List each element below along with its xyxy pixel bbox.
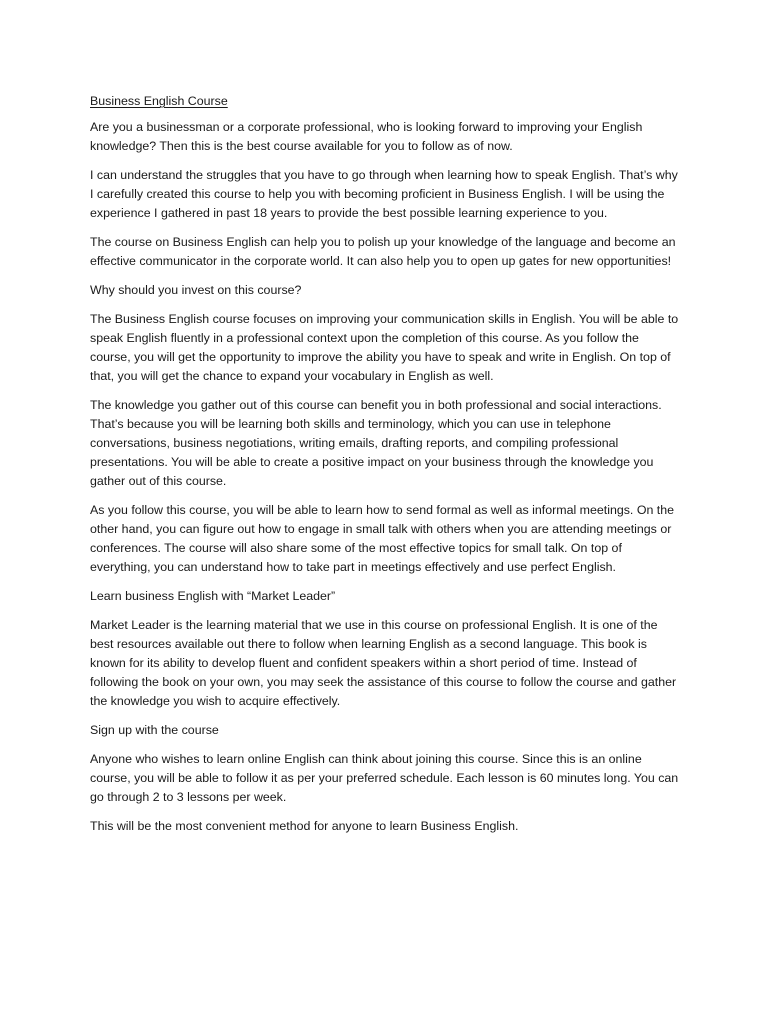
paragraph-benefits: The course on Business English can help you to polish up your knowledge of the language and become an effective communicator in the corporate world. It can also help you to open up gates for new opportunities!: [90, 235, 676, 268]
paragraph-market-leader: Market Leader is the learning material that we use in this course on professional English. It is one of the best resources available out there to follow when learning English as a second language. This book is known for its ability to develop fluent and confident speakers within a short period of time. Instead of following the book on your own, you may seek the assistance of this course to follow the course and gather the knowledge you wish to acquire effectively.: [90, 618, 677, 708]
paragraph-struggles: I can understand the struggles that you have to go through when learning how to speak English. That’s why I carefully created this course to help you with becoming proficient in Business English. I will be using the experience I gathered in past 18 years to provide the best possible learning experience to you.: [90, 168, 678, 220]
document-body: [90, 92, 682, 846]
paragraph-meetings: As you follow this course, you will be able to learn how to send formal as well as informal meetings. On the other hand, you can figure out how to engage in small talk with others when you are attending meetings or conferences. The course will also share some of the most effective topics for small talk. On top of everything, you can understand how to take part in meetings effectively and use perfect English.: [90, 503, 675, 574]
paragraph-focus: The Business English course focuses on improving your communication skills in English. You will be able to speak English fluently in a professional context upon the completion of this course. As you follow the course, you will get the opportunity to improve the ability you have to speak and write in English. On top of that, you will get the chance to expand your vocabulary in English as well.: [90, 312, 679, 383]
paragraph-closing: This will be the most convenient method for anyone to learn Business English.: [90, 819, 519, 833]
section-heading-market-leader: Learn business English with “Market Leader”: [90, 589, 336, 603]
paragraph-knowledge: The knowledge you gather out of this course can benefit you in both professional and social interactions. That’s because you will be learning both skills and terminology, which you can use in telephone conversations, business negotiations, writing emails, drafting reports, and compiling professional presentations. You will be able to create a positive impact on your business through the knowledge you gather out of this course.: [90, 398, 662, 488]
paragraph-intro: Are you a businessman or a corporate professional, who is looking forward to improving your English knowledge? Then this is the best course available for you to follow as of now.: [90, 120, 643, 153]
section-heading-sign-up: Sign up with the course: [90, 723, 219, 737]
document-title: Business English Course: [90, 94, 228, 108]
section-heading-why-invest: Why should you invest on this course?: [90, 283, 302, 297]
paragraph-sign-up: Anyone who wishes to learn online English can think about joining this course. Since this is an online course, you will be able to follow it as per your preferred schedule. Each lesson is 60 minutes long. You can go through 2 to 3 lessons per week.: [90, 752, 679, 804]
